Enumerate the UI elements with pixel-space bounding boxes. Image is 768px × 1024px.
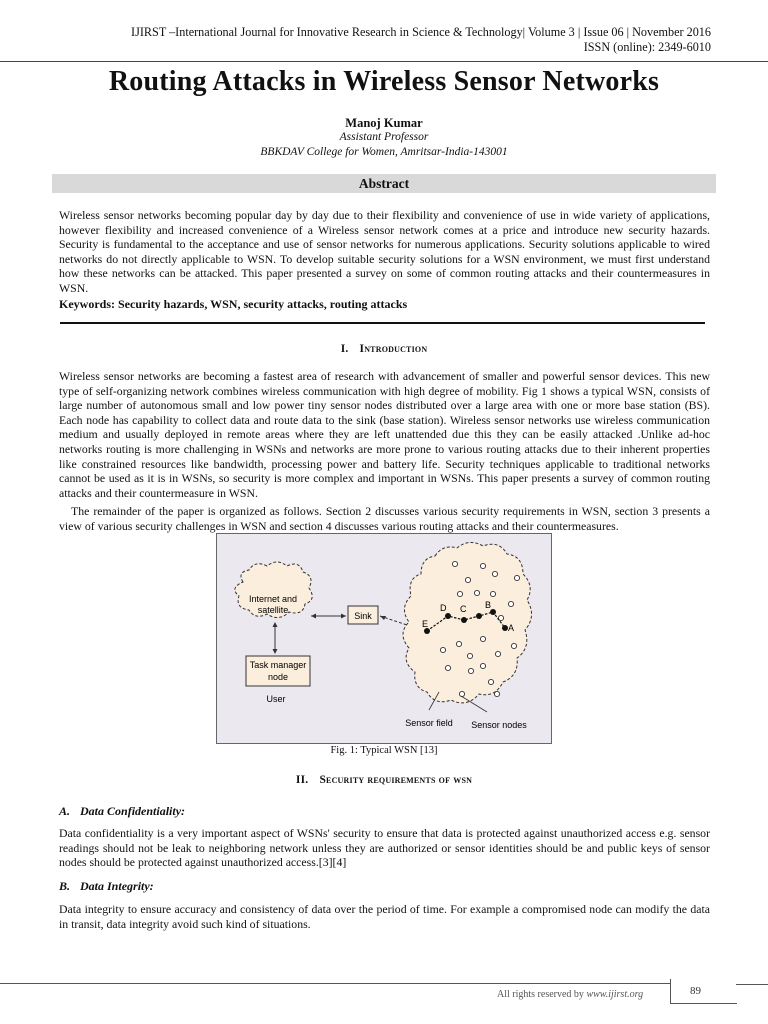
intro-paragraph-2: The remainder of the paper is organized as follows. Section 2 discusses various security requirements in WSN, section 3 presents a view of various security challenges in WSN and section 4 discusses various routing attacks and their countermeasures. xyxy=(59,504,710,533)
issn: ISSN (online): 2349-6010 xyxy=(583,40,711,54)
section-1-number: I. xyxy=(340,343,349,355)
task-label-2: node xyxy=(267,672,289,682)
subsection-a-heading xyxy=(59,804,185,819)
section-2-number: II. xyxy=(295,774,309,786)
site-link[interactable]: www.ijirst.org xyxy=(586,989,644,1000)
arrowhead-up xyxy=(273,622,278,627)
author-position: Assistant Professor xyxy=(339,131,429,143)
subsection-a-text: Data confidentiality is a very important aspect of WSNs' security to ensure that data is protected against unauthorized access e.g. sensor readings should not be leak to neighboring network unless they are authorized or sensor identities should be and public keys of sensor nodes should be protected against unauthorized access.[3][4] xyxy=(59,826,710,870)
subsection-a-number: A. xyxy=(59,804,71,818)
abstract-divider xyxy=(60,322,705,324)
sensor-field-label: Sensor field xyxy=(405,718,453,728)
wsn-diagram xyxy=(217,534,551,743)
section-1-title: Introduction xyxy=(359,343,428,355)
journal-title: IJIRST –International Journal for Innovative Research in Science & Technology| Volume 3 | Issue 06 | November 2016 xyxy=(131,25,711,39)
user-label: User xyxy=(266,694,286,704)
abstract-heading: Abstract xyxy=(52,174,716,193)
cloud-label-2: satellite xyxy=(257,605,289,615)
intro-paragraph-1: Wireless sensor networks are becoming a fastest area of research with advancement of smaller and powerful sensor devices. This new type of self-organizing network combines wireless communication with high degree of mobility. Fig 1 shows a typical WSN, consists of large number of autonomous small and low power tiny sensor nodes distributed over a large area with one or more base station (BS). Each node has capability to collect data and route data to the sink (base station). Wireless sensor networks use wireless communication medium and usually deployed in remote areas where they are left unattended due this they can be easily attacked .Unlike ad-hoc networks routing is more challenging in WSNs and networks are more prone to various routing attacks due to their inherent properties like constrained resources like bandwidth, processing power and battery life. Security techniques applicable to traditional networks cannot be used as it is in WSNs, so security is more complex and important in WSNs. This paper presents a survey of common routing attacks and their countermeasure in WSN. xyxy=(59,369,710,500)
author-name: Manoj Kumar xyxy=(345,116,423,130)
keywords: Keywords: Security hazards, WSN, security attacks, routing attacks xyxy=(59,297,408,311)
arrowhead-cloud xyxy=(311,614,316,619)
page-number-box xyxy=(670,979,737,1004)
arrowhead-down xyxy=(273,649,278,654)
arrowhead-sink xyxy=(341,614,346,619)
page-number-rule xyxy=(736,984,768,985)
rights-text: All rights reserved by xyxy=(497,989,584,1000)
node-label-e: E xyxy=(422,619,429,629)
journal-header xyxy=(131,25,711,55)
wsn-figure xyxy=(216,533,552,744)
section-1-heading xyxy=(0,343,768,355)
subsection-b-text: Data integrity to ensure accuracy and consistency of data over the period of time. For example a compromised node can modify the data in transit, data integrity avoid such kind of situations. xyxy=(59,902,710,931)
figure-caption: Fig. 1: Typical WSN [13] xyxy=(330,745,438,756)
subsection-b-heading xyxy=(59,879,154,894)
abstract-text: Wireless sensor networks becoming popular day by day due to their flexibility and convenience of use in wide variety of applications, however flexibility and increased convenience of a Wireless sensor network comes at a price and introduce new security hazards. Security is fundamental to the acceptance and use of sensor networks for numerous applications. Security solutions applicable to wired networks do not directly applicable to WSN. To develop suitable security solutions for a WSN environment, we must first understand how these networks can be attacked. This paper presented a survey on some of common routing attacks and their countermeasures in WSN. xyxy=(59,208,710,295)
page-number: 89 xyxy=(690,985,701,997)
section-2-title: Security requirements of wsn xyxy=(319,774,473,786)
footer-divider xyxy=(0,983,670,984)
section-2-heading xyxy=(0,774,768,786)
node-label-d: D xyxy=(440,603,447,613)
subsection-a-title: Data Confidentiality: xyxy=(80,804,186,818)
author-affiliation: BBKDAV College for Women, Amritsar-India-143001 xyxy=(260,146,508,158)
sensor-nodes-label: Sensor nodes xyxy=(471,720,527,730)
header-divider xyxy=(0,61,768,62)
task-label-1: Task manager xyxy=(249,660,307,670)
node-label-a: A xyxy=(508,623,515,633)
footer-rights xyxy=(497,989,643,1000)
sink-label: Sink xyxy=(354,611,372,621)
subsection-b-title: Data Integrity: xyxy=(80,879,154,893)
node-label-b: B xyxy=(485,600,492,610)
cloud-label-1: Internet and xyxy=(248,594,298,604)
subsection-b-number: B. xyxy=(59,879,71,893)
paper-title: Routing Attacks in Wireless Sensor Networks xyxy=(108,66,660,97)
node-label-c: C xyxy=(460,604,467,614)
